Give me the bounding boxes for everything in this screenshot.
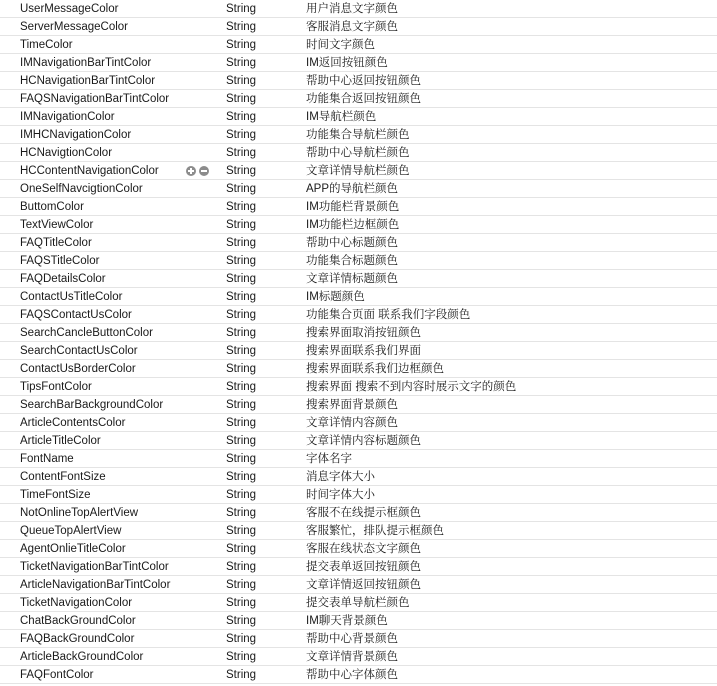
key-cell[interactable]: ArticleTitleColor bbox=[20, 435, 101, 447]
table-row[interactable] bbox=[0, 252, 717, 270]
type-cell[interactable]: String bbox=[226, 669, 257, 681]
key-cell[interactable]: FAQSNavigationBarTintColor bbox=[20, 93, 170, 105]
type-cell[interactable]: String bbox=[226, 543, 257, 555]
table-row[interactable] bbox=[0, 288, 717, 306]
type-cell[interactable]: String bbox=[226, 39, 257, 51]
value-cell[interactable]: 时间文字颜色 bbox=[306, 39, 375, 51]
type-cell[interactable]: String bbox=[226, 525, 257, 537]
type-cell[interactable]: String bbox=[226, 291, 257, 303]
key-cell[interactable]: HCNavigtionColor bbox=[20, 147, 113, 159]
type-cell[interactable]: String bbox=[226, 507, 257, 519]
type-cell[interactable]: String bbox=[226, 57, 257, 69]
value-cell[interactable]: 文章详情内容标题颜色 bbox=[306, 435, 421, 447]
type-cell[interactable]: String bbox=[226, 615, 257, 627]
table-row[interactable] bbox=[0, 396, 717, 414]
table-row[interactable] bbox=[0, 324, 717, 342]
key-cell[interactable]: FAQDetailsColor bbox=[20, 273, 106, 285]
key-cell[interactable]: SearchCancleButtonColor bbox=[20, 327, 153, 339]
table-row[interactable] bbox=[0, 36, 717, 54]
type-cell[interactable]: String bbox=[226, 147, 257, 159]
key-cell[interactable]: TipsFontColor bbox=[20, 381, 92, 393]
key-cell[interactable]: FAQTitleColor bbox=[20, 237, 92, 249]
value-cell[interactable]: 文章详情内容颜色 bbox=[306, 417, 398, 429]
value-cell[interactable]: 客服繁忙，排队提示框颜色 bbox=[306, 525, 444, 537]
value-cell[interactable]: 功能集合导航栏颜色 bbox=[306, 129, 410, 141]
type-cell[interactable]: String bbox=[226, 453, 257, 465]
key-cell[interactable]: FAQFontColor bbox=[20, 669, 94, 681]
type-cell[interactable]: String bbox=[226, 381, 257, 393]
table-row[interactable] bbox=[0, 234, 717, 252]
type-cell[interactable]: String bbox=[226, 273, 257, 285]
value-cell[interactable]: 帮助中心背景颜色 bbox=[306, 633, 398, 645]
add-row-icon[interactable] bbox=[186, 166, 196, 176]
value-cell[interactable]: 提交表单导航栏颜色 bbox=[306, 597, 410, 609]
value-cell[interactable]: 功能集合返回按钮颜色 bbox=[306, 93, 421, 105]
table-row[interactable] bbox=[0, 414, 717, 432]
type-cell[interactable]: String bbox=[226, 345, 257, 357]
table-row[interactable] bbox=[0, 180, 717, 198]
type-cell[interactable]: String bbox=[226, 237, 257, 249]
type-cell[interactable]: String bbox=[226, 489, 257, 501]
value-cell[interactable]: IM功能栏背景颜色 bbox=[306, 201, 400, 213]
value-cell[interactable]: 帮助中心标题颜色 bbox=[306, 237, 398, 249]
value-cell[interactable]: 客服在线状态文字颜色 bbox=[306, 543, 421, 555]
type-cell[interactable]: String bbox=[226, 597, 257, 609]
type-cell[interactable]: String bbox=[226, 93, 257, 105]
table-row[interactable] bbox=[0, 72, 717, 90]
table-row[interactable] bbox=[0, 0, 717, 18]
key-cell[interactable]: ContactUsBorderColor bbox=[20, 363, 136, 375]
key-cell[interactable]: ArticleNavigationBarTintColor bbox=[20, 579, 171, 591]
type-cell[interactable]: String bbox=[226, 21, 257, 33]
table-row[interactable] bbox=[0, 522, 717, 540]
table-row[interactable] bbox=[0, 612, 717, 630]
type-cell[interactable]: String bbox=[226, 363, 257, 375]
table-row[interactable] bbox=[0, 126, 717, 144]
key-cell[interactable]: OneSelfNavcigtionColor bbox=[20, 183, 143, 195]
key-cell[interactable]: ArticleBackGroundColor bbox=[20, 651, 144, 663]
table-row[interactable] bbox=[0, 666, 717, 684]
table-row[interactable] bbox=[0, 486, 717, 504]
key-cell[interactable]: UserMessageColor bbox=[20, 3, 119, 15]
table-row[interactable] bbox=[0, 306, 717, 324]
value-cell[interactable]: APP的导航栏颜色 bbox=[306, 183, 399, 195]
value-cell[interactable]: 帮助中心字体颜色 bbox=[306, 669, 398, 681]
key-cell[interactable]: NotOnlineTopAlertView bbox=[20, 507, 139, 519]
value-cell[interactable]: 用户消息文字颜色 bbox=[306, 3, 398, 15]
table-row[interactable] bbox=[0, 630, 717, 648]
value-cell[interactable]: 文章详情返回按钮颜色 bbox=[306, 579, 421, 591]
key-cell[interactable]: SearchBarBackgroundColor bbox=[20, 399, 164, 411]
value-cell[interactable]: 客服不在线提示框颜色 bbox=[306, 507, 421, 519]
table-row[interactable] bbox=[0, 342, 717, 360]
remove-row-icon[interactable] bbox=[199, 166, 209, 176]
table-row[interactable] bbox=[0, 144, 717, 162]
value-cell[interactable]: IM标题颜色 bbox=[306, 291, 365, 303]
type-cell[interactable]: String bbox=[226, 417, 257, 429]
type-cell[interactable]: String bbox=[226, 255, 257, 267]
key-cell[interactable]: FAQSTitleColor bbox=[20, 255, 100, 267]
table-row[interactable] bbox=[0, 216, 717, 234]
value-cell[interactable]: 字体名字 bbox=[306, 453, 352, 465]
key-cell[interactable]: ArticleContentsColor bbox=[20, 417, 126, 429]
type-cell[interactable]: String bbox=[226, 561, 257, 573]
value-cell[interactable]: IM功能栏边框颜色 bbox=[306, 219, 400, 231]
key-cell[interactable]: TextViewColor bbox=[20, 219, 94, 231]
type-cell[interactable]: String bbox=[226, 219, 257, 231]
key-cell[interactable]: IMNavigationBarTintColor bbox=[20, 57, 152, 69]
table-row[interactable] bbox=[0, 378, 717, 396]
value-cell[interactable]: 提交表单返回按钮颜色 bbox=[306, 561, 421, 573]
table-row[interactable] bbox=[0, 90, 717, 108]
key-cell[interactable]: AgentOnlieTitleColor bbox=[20, 543, 126, 555]
key-cell[interactable]: FAQSContactUsColor bbox=[20, 309, 132, 321]
value-cell[interactable]: 文章详情导航栏颜色 bbox=[306, 165, 410, 177]
key-cell[interactable]: TimeFontSize bbox=[20, 489, 91, 501]
table-row[interactable] bbox=[0, 558, 717, 576]
type-cell[interactable]: String bbox=[226, 327, 257, 339]
table-row[interactable] bbox=[0, 18, 717, 36]
value-cell[interactable]: 搜索界面联系我们界面 bbox=[306, 345, 421, 357]
table-row[interactable] bbox=[0, 594, 717, 612]
key-cell[interactable]: IMHCNavigationColor bbox=[20, 129, 132, 141]
key-cell[interactable]: IMNavigationColor bbox=[20, 111, 115, 123]
type-cell[interactable]: String bbox=[226, 3, 257, 15]
value-cell[interactable]: 搜索界面 搜索不到内容时展示文字的颜色 bbox=[306, 381, 517, 393]
table-row[interactable] bbox=[0, 450, 717, 468]
table-row[interactable] bbox=[0, 270, 717, 288]
type-cell[interactable]: String bbox=[226, 165, 257, 177]
value-cell[interactable]: 功能集合标题颜色 bbox=[306, 255, 398, 267]
table-row[interactable] bbox=[0, 468, 717, 486]
type-cell[interactable]: String bbox=[226, 201, 257, 213]
key-cell[interactable]: SearchContactUsColor bbox=[20, 345, 138, 357]
type-cell[interactable]: String bbox=[226, 129, 257, 141]
value-cell[interactable]: 搜索界面联系我们边框颜色 bbox=[306, 363, 444, 375]
table-row[interactable] bbox=[0, 648, 717, 666]
value-cell[interactable]: 文章详情背景颜色 bbox=[306, 651, 398, 663]
type-cell[interactable]: String bbox=[226, 75, 257, 87]
table-row[interactable] bbox=[0, 432, 717, 450]
table-row[interactable] bbox=[0, 162, 717, 180]
value-cell[interactable]: 帮助中心导航栏颜色 bbox=[306, 147, 410, 159]
type-cell[interactable]: String bbox=[226, 579, 257, 591]
value-cell[interactable]: 搜索界面背景颜色 bbox=[306, 399, 398, 411]
key-cell[interactable]: TicketNavigationBarTintColor bbox=[20, 561, 169, 573]
table-row[interactable] bbox=[0, 198, 717, 216]
table-row[interactable] bbox=[0, 360, 717, 378]
type-cell[interactable]: String bbox=[226, 399, 257, 411]
table-row[interactable] bbox=[0, 504, 717, 522]
type-cell[interactable]: String bbox=[226, 651, 257, 663]
key-cell[interactable]: TicketNavigationColor bbox=[20, 597, 133, 609]
type-cell[interactable]: String bbox=[226, 111, 257, 123]
table-row[interactable] bbox=[0, 108, 717, 126]
key-cell[interactable]: HCContentNavigationColor bbox=[20, 165, 159, 177]
type-cell[interactable]: String bbox=[226, 183, 257, 195]
key-cell[interactable]: QueueTopAlertView bbox=[20, 525, 122, 537]
value-cell[interactable]: IM导航栏颜色 bbox=[306, 111, 377, 123]
row-controls bbox=[186, 166, 209, 176]
key-cell[interactable]: ContactUsTitleColor bbox=[20, 291, 123, 303]
key-cell[interactable]: ServerMessageColor bbox=[20, 21, 129, 33]
key-cell[interactable]: ContentFontSize bbox=[20, 471, 106, 483]
key-cell[interactable]: FontName bbox=[20, 453, 74, 465]
table-row[interactable] bbox=[0, 540, 717, 558]
value-cell[interactable]: 搜索界面取消按钮颜色 bbox=[306, 327, 421, 339]
table-row[interactable] bbox=[0, 576, 717, 594]
type-cell[interactable]: String bbox=[226, 633, 257, 645]
table-row[interactable] bbox=[0, 54, 717, 72]
value-cell[interactable]: 客服消息文字颜色 bbox=[306, 21, 398, 33]
value-cell[interactable]: 文章详情标题颜色 bbox=[306, 273, 398, 285]
key-cell[interactable]: FAQBackGroundColor bbox=[20, 633, 135, 645]
type-cell[interactable]: String bbox=[226, 309, 257, 321]
value-cell[interactable]: 帮助中心返回按钮颜色 bbox=[306, 75, 421, 87]
value-cell[interactable]: IM聊天背景颜色 bbox=[306, 615, 388, 627]
key-cell[interactable]: ButtomColor bbox=[20, 201, 84, 213]
value-cell[interactable]: IM返回按钮颜色 bbox=[306, 57, 388, 69]
value-cell[interactable]: 时间字体大小 bbox=[306, 489, 375, 501]
value-cell[interactable]: 功能集合页面 联系我们字段颜色 bbox=[306, 309, 471, 321]
key-cell[interactable]: TimeColor bbox=[20, 39, 73, 51]
key-cell[interactable]: HCNavigationBarTintColor bbox=[20, 75, 156, 87]
value-cell[interactable]: 消息字体大小 bbox=[306, 471, 375, 483]
key-cell[interactable]: ChatBackGroundColor bbox=[20, 615, 136, 627]
type-cell[interactable]: String bbox=[226, 471, 257, 483]
type-cell[interactable]: String bbox=[226, 435, 257, 447]
